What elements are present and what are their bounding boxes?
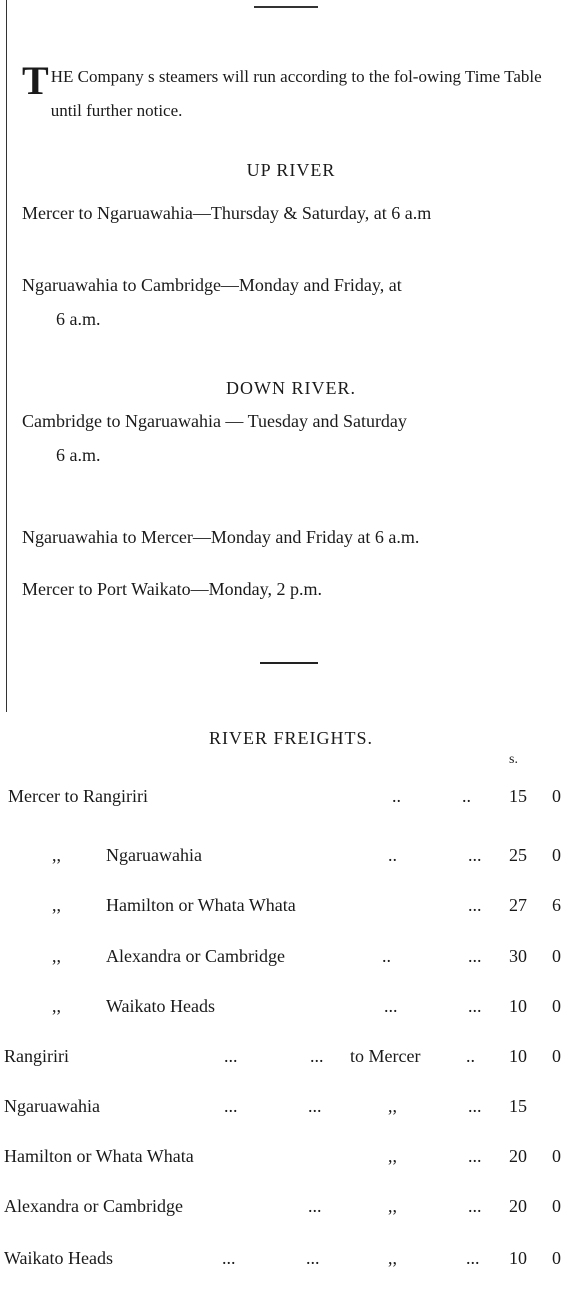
freight-row bbox=[0, 1196, 582, 1226]
shillings-column-label: s. bbox=[509, 752, 518, 767]
leader-dots: ... bbox=[310, 1046, 324, 1066]
ditto-mark: ,, bbox=[388, 1196, 397, 1216]
section-divider bbox=[260, 662, 318, 664]
up-river-entry-2 bbox=[22, 268, 577, 336]
freight-pence: 0 bbox=[552, 1146, 561, 1166]
freight-shillings: 10 bbox=[509, 1046, 527, 1066]
freight-destination: to Mercer bbox=[350, 1046, 421, 1066]
freight-row bbox=[0, 1096, 582, 1126]
ditto-mark: ,, bbox=[388, 1096, 397, 1116]
freight-row bbox=[0, 786, 582, 816]
freight-pence: 0 bbox=[552, 996, 561, 1016]
river-freights-heading: RIVER FREIGHTS. bbox=[208, 728, 373, 748]
down-river-entry-3 bbox=[22, 572, 577, 606]
intro-text: HE Company s steamers will run according to the fol-owing Time Table until further notice. bbox=[50, 67, 542, 120]
ditto-mark: ,, bbox=[388, 1248, 397, 1268]
freight-row bbox=[0, 946, 582, 976]
freight-row bbox=[0, 845, 582, 875]
freight-origin: Ngaruawahia bbox=[4, 1096, 100, 1116]
leader-dots: .. bbox=[466, 1046, 475, 1066]
down-river-entry-1 bbox=[22, 404, 577, 472]
leader-dots: .. bbox=[388, 845, 397, 865]
freight-pence: 6 bbox=[552, 895, 561, 915]
leader-dots: ... bbox=[384, 996, 398, 1016]
ditto-mark: ,, bbox=[52, 996, 61, 1016]
leader-dots: ... bbox=[222, 1248, 236, 1268]
schedule-text: Cambridge to Ngaruawahia — Tuesday and Saturday bbox=[22, 411, 407, 431]
freight-shillings: 20 bbox=[509, 1146, 527, 1166]
freight-shillings: 15 bbox=[509, 1096, 527, 1116]
schedule-text: Ngaruawahia to Mercer—Monday and Friday at 6 a.m. bbox=[22, 527, 420, 547]
freight-shillings: 10 bbox=[509, 1248, 527, 1268]
freight-row bbox=[0, 996, 582, 1026]
freight-pence: 0 bbox=[552, 786, 561, 806]
freight-destination: Hamilton or Whata Whata bbox=[106, 895, 296, 915]
leader-dots: ... bbox=[306, 1248, 320, 1268]
freight-origin: Waikato Heads bbox=[4, 1248, 114, 1268]
freight-origin: Alexandra or Cambridge bbox=[4, 1196, 183, 1216]
leader-dots: ... bbox=[308, 1096, 322, 1116]
schedule-text: Mercer to Port Waikato—Monday, 2 p.m. bbox=[22, 579, 322, 599]
freight-row bbox=[0, 895, 582, 925]
freight-shillings: 20 bbox=[509, 1196, 527, 1216]
leader-dots: .. bbox=[382, 946, 391, 966]
ditto-mark: ,, bbox=[52, 946, 61, 966]
freight-row bbox=[0, 1146, 582, 1176]
freight-shillings: 27 bbox=[509, 895, 527, 915]
freight-destination: Ngaruawahia bbox=[106, 845, 202, 865]
freight-origin: Rangiriri bbox=[4, 1046, 69, 1066]
leader-dots: ... bbox=[224, 1046, 238, 1066]
leader-dots: ... bbox=[224, 1096, 238, 1116]
up-river-heading: UP RIVER bbox=[246, 160, 336, 180]
freight-shillings: 10 bbox=[509, 996, 527, 1016]
down-river-heading: DOWN RIVER. bbox=[226, 378, 356, 398]
ditto-mark: ,, bbox=[388, 1146, 397, 1166]
freight-pence: 0 bbox=[552, 1196, 561, 1216]
leader-dots: .. bbox=[392, 786, 401, 806]
freight-shillings: 30 bbox=[509, 946, 527, 966]
freight-origin: Mercer to Rangiriri bbox=[8, 786, 148, 806]
schedule-continuation: 6 a.m. bbox=[56, 309, 101, 329]
freight-shillings: 25 bbox=[509, 845, 527, 865]
leader-dots: .. bbox=[462, 786, 471, 806]
down-river-entry-2 bbox=[22, 520, 577, 554]
schedule-text: Mercer to Ngaruawahia—Thursday & Saturday, at 6 a.m bbox=[22, 203, 432, 223]
leader-dots: ... bbox=[468, 895, 482, 915]
freight-pence: 0 bbox=[552, 1248, 561, 1268]
leader-dots: ... bbox=[468, 946, 482, 966]
freight-pence: 0 bbox=[552, 946, 561, 966]
freight-row bbox=[0, 1248, 582, 1278]
freight-origin: Hamilton or Whata Whata bbox=[4, 1146, 194, 1166]
column-rule bbox=[6, 0, 7, 712]
freight-destination: Alexandra or Cambridge bbox=[106, 946, 285, 966]
leader-dots: ... bbox=[468, 1196, 482, 1216]
leader-dots: ... bbox=[468, 1096, 482, 1116]
leader-dots: ... bbox=[468, 1146, 482, 1166]
leader-dots: ... bbox=[308, 1196, 322, 1216]
schedule-text: Ngaruawahia to Cambridge—Monday and Friday, at bbox=[22, 275, 402, 295]
freight-pence: 0 bbox=[552, 1046, 561, 1066]
schedule-continuation: 6 a.m. bbox=[56, 445, 101, 465]
up-river-entry-1 bbox=[22, 196, 577, 230]
top-divider-mark bbox=[254, 0, 318, 8]
leader-dots: ... bbox=[468, 845, 482, 865]
ditto-mark: ,, bbox=[52, 895, 61, 915]
leader-dots: ... bbox=[466, 1248, 480, 1268]
freight-shillings: 15 bbox=[509, 786, 527, 806]
drop-cap: T bbox=[22, 58, 49, 103]
ditto-mark: ,, bbox=[52, 845, 61, 865]
freight-pence: 0 bbox=[552, 845, 561, 865]
intro-paragraph bbox=[22, 60, 572, 128]
freight-destination: Waikato Heads bbox=[106, 996, 216, 1016]
freight-row bbox=[0, 1046, 582, 1076]
leader-dots: ... bbox=[468, 996, 482, 1016]
